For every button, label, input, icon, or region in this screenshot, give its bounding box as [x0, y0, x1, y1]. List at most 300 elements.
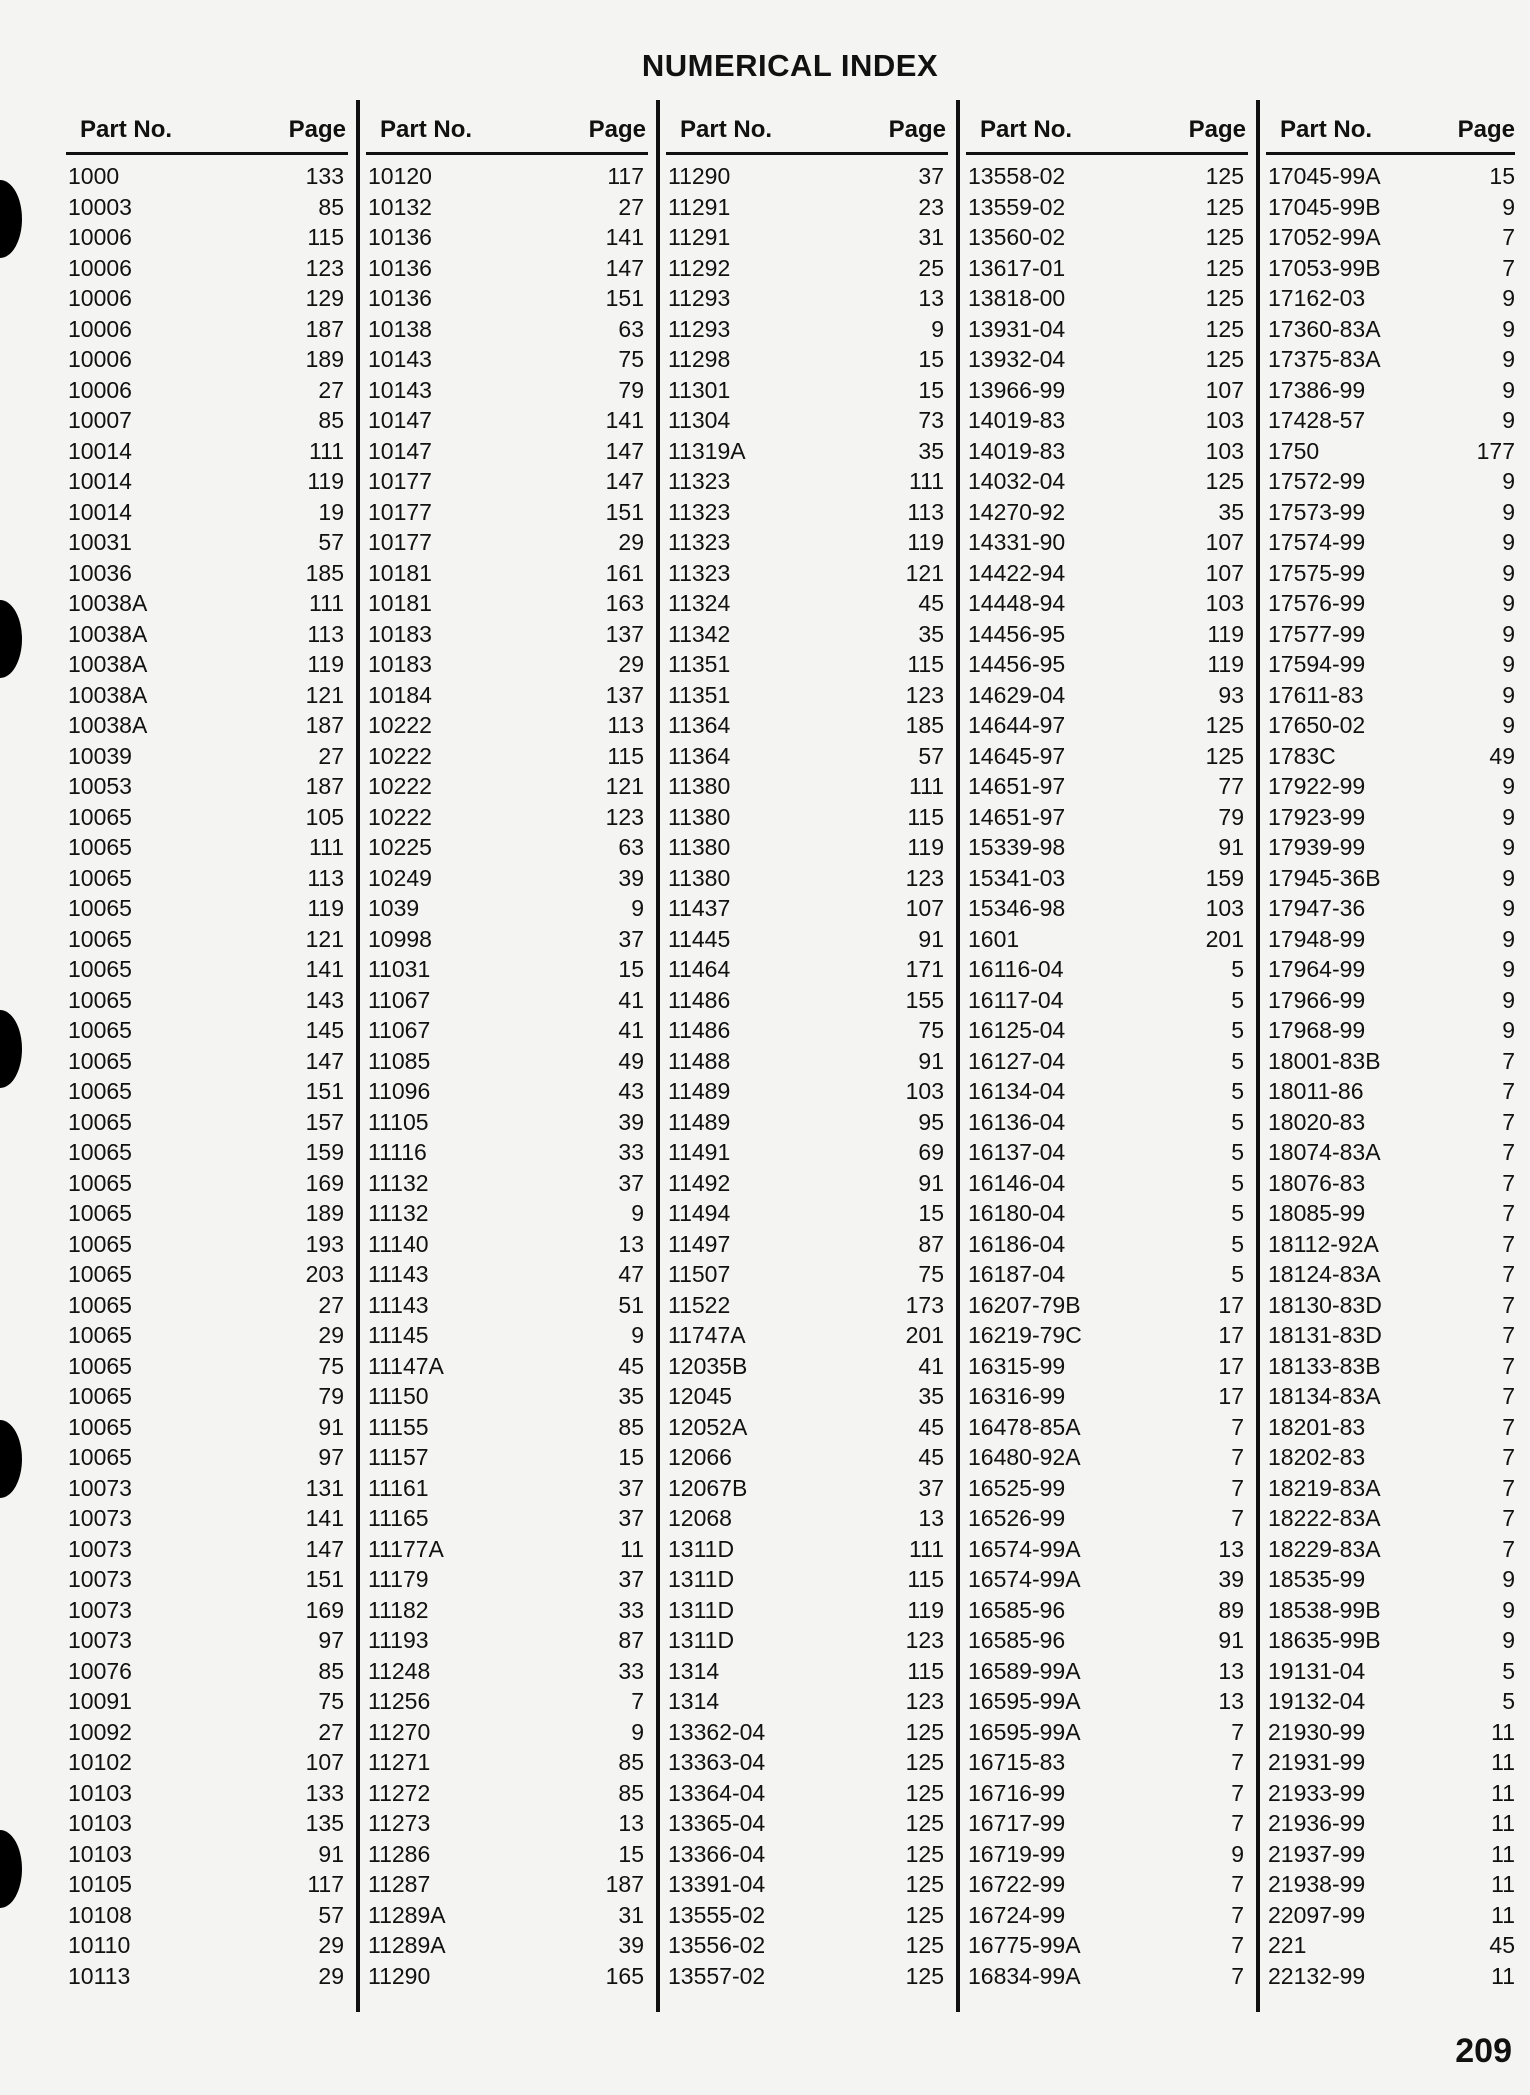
- part-number: 12067B: [668, 1474, 748, 1501]
- page-ref: 189: [305, 346, 344, 372]
- part-number: 11132: [368, 1200, 429, 1226]
- index-row: [666, 1473, 948, 1504]
- page-ref: 29: [618, 529, 644, 555]
- part-number: 11301: [668, 376, 731, 403]
- part-number: 10222: [368, 742, 432, 769]
- page-ref: 9: [1502, 376, 1515, 403]
- index-row: [666, 1076, 948, 1107]
- part-number: 18134-83A: [1268, 1383, 1381, 1409]
- index-row: [966, 497, 1248, 528]
- index-row: [366, 497, 648, 528]
- page-ref: 201: [905, 1322, 944, 1348]
- part-number: 14448-94: [968, 590, 1066, 616]
- page-ref: 111: [909, 468, 944, 494]
- page-ref: 7: [1502, 1139, 1515, 1165]
- page-ref: 75: [318, 1688, 344, 1714]
- part-number: 11351: [668, 681, 731, 708]
- page-ref: 85: [618, 1779, 644, 1806]
- page-ref: 29: [318, 1322, 344, 1348]
- index-row: [666, 1839, 948, 1870]
- page-ref: 159: [1205, 864, 1244, 891]
- index-row: [66, 1015, 348, 1046]
- index-row: [966, 1229, 1248, 1260]
- part-number: 10065: [68, 1444, 132, 1470]
- index-row: [366, 1198, 648, 1229]
- page-ref: 123: [305, 254, 344, 281]
- page-ref: 37: [618, 925, 644, 952]
- index-row: [1266, 1747, 1515, 1778]
- part-number: 13555-02: [668, 1901, 766, 1928]
- part-number: 10065: [68, 1383, 132, 1409]
- part-number: 16775-99A: [968, 1932, 1081, 1958]
- part-number: 11351: [668, 651, 731, 677]
- page-ref: 35: [918, 620, 944, 647]
- index-row: [966, 375, 1248, 406]
- binder-hole: [0, 180, 22, 258]
- index-row: [666, 1351, 948, 1382]
- part-number: 16717-99: [968, 1810, 1066, 1836]
- index-row: [366, 466, 648, 497]
- part-number: 17575-99: [1268, 559, 1366, 586]
- part-number: 13560-02: [968, 224, 1066, 250]
- part-number: 11179: [368, 1566, 429, 1592]
- part-number: 19132-04: [1268, 1688, 1366, 1714]
- page-ref: 7: [1502, 254, 1515, 281]
- index-row: [366, 802, 648, 833]
- page-ref: 7: [1231, 1810, 1244, 1836]
- page-ref: 9: [1502, 864, 1515, 891]
- part-number: 11031: [368, 956, 431, 982]
- page-ref: 7: [1231, 1444, 1244, 1470]
- page-ref: 125: [1205, 285, 1244, 311]
- page-ref: 201: [1205, 925, 1244, 952]
- part-number: 18074-83A: [1268, 1139, 1381, 1165]
- index-column-2: [360, 100, 660, 2012]
- index-row: [1266, 680, 1515, 711]
- index-row: [1266, 222, 1515, 253]
- index-row: [1266, 1351, 1515, 1382]
- index-row: [666, 1747, 948, 1778]
- part-number: 10065: [68, 864, 132, 891]
- part-number: 11165: [368, 1505, 429, 1531]
- index-row: [966, 405, 1248, 436]
- index-row: [366, 893, 648, 924]
- index-row: [1266, 1320, 1515, 1351]
- index-row: [966, 1351, 1248, 1382]
- index-row: [366, 1137, 648, 1168]
- part-number: 10039: [68, 742, 132, 769]
- part-number: 10136: [368, 254, 432, 281]
- index-column-3: [660, 100, 960, 2012]
- page-ref: 7: [1502, 1413, 1515, 1440]
- page-ref: 151: [605, 498, 644, 525]
- part-number: 13818-00: [968, 285, 1066, 311]
- page-ref: 7: [1502, 1383, 1515, 1409]
- index-row: [666, 253, 948, 284]
- part-number: 17045-99A: [1268, 163, 1381, 189]
- index-row: [1266, 1259, 1515, 1290]
- part-number: 1314: [668, 1688, 720, 1714]
- page-ref: 107: [305, 1749, 344, 1775]
- page-ref: 37: [618, 1566, 644, 1592]
- index-row: [1266, 1595, 1515, 1626]
- index-row: [666, 680, 948, 711]
- page-ref: 145: [305, 1017, 344, 1043]
- page-ref: 113: [307, 620, 344, 647]
- part-number: 221: [1268, 1932, 1307, 1958]
- part-number: 11256: [368, 1688, 431, 1714]
- part-number: 10222: [368, 803, 432, 830]
- index-row: [366, 741, 648, 772]
- page-ref: 7: [1502, 1474, 1515, 1501]
- binder-hole: [0, 600, 22, 678]
- index-row: [666, 283, 948, 314]
- page-ref: 9: [1502, 620, 1515, 647]
- index-row: [1266, 771, 1515, 802]
- part-number: 11157: [368, 1444, 429, 1470]
- part-number: 13363-04: [668, 1749, 766, 1775]
- part-number: 11143: [368, 1291, 429, 1318]
- index-row: [666, 161, 948, 192]
- part-number: 17945-36B: [1268, 864, 1381, 891]
- index-row: [366, 1229, 648, 1260]
- index-row: [666, 192, 948, 223]
- index-row: [366, 1961, 648, 1992]
- page-ref: 11: [1491, 1749, 1515, 1775]
- part-number: 10038A: [68, 620, 148, 647]
- part-number: 10006: [68, 315, 132, 342]
- part-number: 18124-83A: [1268, 1261, 1381, 1287]
- part-number: 11364: [668, 712, 731, 738]
- index-row: [666, 527, 948, 558]
- part-number: 16574-99A: [968, 1566, 1081, 1592]
- page-ref: 13: [1218, 1657, 1244, 1684]
- page-ref: 9: [1502, 285, 1515, 311]
- part-number: 13559-02: [968, 193, 1066, 220]
- part-number: 11177A: [368, 1535, 444, 1562]
- page-ref: 57: [318, 1901, 344, 1928]
- part-number: 11289A: [368, 1901, 446, 1928]
- part-number: 18112-92A: [1268, 1230, 1379, 1257]
- part-number: 10006: [68, 376, 132, 403]
- part-number: 16719-99: [968, 1840, 1066, 1867]
- page-title: NUMERICAL INDEX: [641, 48, 939, 83]
- part-number: 10177: [368, 529, 432, 555]
- page-ref: 17: [1218, 1291, 1244, 1318]
- page-ref: 11: [1491, 1718, 1515, 1745]
- index-row: [66, 1564, 348, 1595]
- index-row: [66, 924, 348, 955]
- index-row: [1266, 375, 1515, 406]
- index-row: [666, 741, 948, 772]
- page-ref: 15: [618, 1444, 644, 1470]
- index-row: [66, 1503, 348, 1534]
- index-row: [366, 1900, 648, 1931]
- index-row: [66, 161, 348, 192]
- page-ref: 51: [618, 1291, 644, 1318]
- index-row: [966, 1534, 1248, 1565]
- index-row: [1266, 1808, 1515, 1839]
- part-number: 16595-99A: [968, 1718, 1081, 1745]
- page-ref: 75: [918, 1017, 944, 1043]
- part-number: 11290: [368, 1962, 431, 1989]
- part-number: 16180-04: [968, 1200, 1066, 1226]
- part-number: 10006: [68, 224, 132, 250]
- part-number: 16316-99: [968, 1383, 1066, 1409]
- page-ref: 133: [305, 1779, 344, 1806]
- part-number: 14645-97: [968, 742, 1066, 769]
- part-number: 11140: [368, 1230, 429, 1257]
- part-number: 18130-83D: [1268, 1291, 1382, 1318]
- part-number: 18538-99B: [1268, 1596, 1381, 1623]
- page-ref: 125: [1205, 224, 1244, 250]
- index-row: [66, 1717, 348, 1748]
- part-number: 11105: [368, 1108, 429, 1135]
- page-ref: 57: [318, 529, 344, 555]
- part-number: 13931-04: [968, 315, 1066, 342]
- page-ref: 141: [305, 1505, 344, 1531]
- page-ref: 15: [618, 956, 644, 982]
- page-ref: 143: [305, 986, 344, 1013]
- index-row: [666, 619, 948, 650]
- index-columns: [60, 100, 1515, 2012]
- page-ref: 29: [318, 1932, 344, 1958]
- page-ref: 47: [618, 1261, 644, 1287]
- part-number: 17573-99: [1268, 498, 1366, 525]
- part-number: 14270-92: [968, 498, 1066, 525]
- page-ref: 7: [1502, 1352, 1515, 1379]
- page-ref: 15: [918, 346, 944, 372]
- page-ref: 147: [305, 1535, 344, 1562]
- index-row: [366, 1442, 648, 1473]
- part-number: 10073: [68, 1505, 132, 1531]
- page-ref: 7: [1231, 1474, 1244, 1501]
- index-row: [1266, 405, 1515, 436]
- page-ref: 187: [305, 773, 344, 799]
- index-rows: [666, 152, 948, 1991]
- page-ref: 17: [1218, 1352, 1244, 1379]
- part-number: 10183: [368, 651, 432, 677]
- part-number: 10132: [368, 193, 432, 220]
- page-ref: 121: [605, 773, 644, 799]
- index-row: [66, 1686, 348, 1717]
- page-ref: 125: [1205, 193, 1244, 220]
- page-ref: 9: [1502, 712, 1515, 738]
- header-part-no: Part No.: [1280, 116, 1373, 143]
- part-number: 16116-04: [968, 956, 1064, 982]
- page-ref: 27: [318, 742, 344, 769]
- part-number: 17428-57: [1268, 407, 1366, 433]
- page-ref: 151: [605, 285, 644, 311]
- page-ref: 115: [307, 224, 344, 250]
- part-number: 17162-03: [1268, 285, 1366, 311]
- index-row: [66, 192, 348, 223]
- page-ref: 5: [1231, 1047, 1244, 1074]
- index-row: [666, 1198, 948, 1229]
- index-row: [366, 1839, 648, 1870]
- index-row: [66, 954, 348, 985]
- page-ref: 79: [318, 1383, 344, 1409]
- index-row: [666, 649, 948, 680]
- part-number: 18020-83: [1268, 1108, 1366, 1135]
- index-row: [1266, 1168, 1515, 1199]
- index-row: [1266, 1198, 1515, 1229]
- page-ref: 17: [1218, 1322, 1244, 1348]
- part-number: 1311D: [668, 1627, 735, 1653]
- page-ref: 91: [918, 925, 944, 952]
- page-ref: 31: [618, 1901, 644, 1928]
- part-number: 11323: [668, 468, 731, 494]
- index-row: [366, 619, 648, 650]
- page-ref: 9: [1502, 651, 1515, 677]
- index-row: [966, 893, 1248, 924]
- page-ref: 119: [1207, 651, 1244, 677]
- header-part-no: Part No.: [80, 116, 173, 143]
- part-number: 10065: [68, 1017, 132, 1043]
- page-ref: 37: [918, 1474, 944, 1501]
- page-ref: 9: [631, 1322, 644, 1348]
- index-row: [1266, 924, 1515, 955]
- part-number: 11364: [668, 742, 731, 769]
- part-number: 21937-99: [1268, 1840, 1366, 1867]
- page-ref: 9: [1502, 1596, 1515, 1623]
- page-ref: 123: [905, 681, 944, 708]
- part-number: 11488: [668, 1047, 731, 1074]
- part-number: 1314: [668, 1657, 720, 1684]
- page-ref: 125: [905, 1840, 944, 1867]
- page-ref: 203: [305, 1261, 344, 1287]
- part-number: 10003: [68, 193, 132, 220]
- page-ref: 13: [918, 1505, 944, 1531]
- index-row: [1266, 1930, 1515, 1961]
- part-number: 10105: [68, 1871, 132, 1897]
- part-number: 10038A: [68, 651, 148, 677]
- index-row: [966, 954, 1248, 985]
- index-row: [666, 1381, 948, 1412]
- page-ref: 49: [618, 1047, 644, 1074]
- part-number: 10038A: [68, 712, 148, 738]
- page-ref: 29: [318, 1962, 344, 1989]
- page-ref: 7: [631, 1688, 644, 1714]
- index-row: [366, 1808, 648, 1839]
- page-ref: 5: [1231, 1230, 1244, 1257]
- part-number: 17650-02: [1268, 712, 1366, 738]
- page-ref: 11: [1491, 1779, 1515, 1806]
- part-number: 10014: [68, 498, 132, 525]
- page-ref: 133: [305, 163, 344, 189]
- index-row: [66, 649, 348, 680]
- page-ref: 187: [605, 1871, 644, 1897]
- part-number: 11323: [668, 559, 731, 586]
- part-number: 17053-99B: [1268, 254, 1381, 281]
- index-row: [966, 436, 1248, 467]
- page-ref: 97: [318, 1444, 344, 1470]
- page-ref: 39: [618, 864, 644, 891]
- index-rows: [66, 152, 348, 1991]
- part-number: 12045: [668, 1383, 732, 1409]
- part-number: 13391-04: [668, 1871, 766, 1897]
- part-number: 16207-79B: [968, 1291, 1081, 1318]
- part-number: 11491: [668, 1139, 731, 1165]
- part-number: 11271: [368, 1749, 431, 1775]
- part-number: 11507: [668, 1261, 731, 1287]
- page-ref: 135: [305, 1810, 344, 1836]
- page-ref: 33: [618, 1139, 644, 1165]
- index-row: [966, 1320, 1248, 1351]
- page-ref: 97: [318, 1627, 344, 1653]
- page-ref: 123: [905, 1688, 944, 1714]
- part-number: 10073: [68, 1627, 132, 1653]
- index-row: [966, 1259, 1248, 1290]
- part-number: 11143: [368, 1261, 429, 1287]
- index-row: [666, 1900, 948, 1931]
- part-number: 16585-96: [968, 1627, 1066, 1653]
- part-number: 15346-98: [968, 895, 1066, 921]
- page-ref: 7: [1502, 1505, 1515, 1531]
- page-ref: 125: [905, 1779, 944, 1806]
- page-ref: 79: [618, 376, 644, 403]
- part-number: 10065: [68, 1230, 132, 1257]
- part-number: 18076-83: [1268, 1169, 1366, 1196]
- index-row: [966, 1961, 1248, 1992]
- part-number: 17052-99A: [1268, 224, 1381, 250]
- index-column-1: [60, 100, 360, 2012]
- page-ref: 45: [618, 1352, 644, 1379]
- part-number: 17360-83A: [1268, 315, 1381, 342]
- part-number: 15339-98: [968, 834, 1066, 860]
- part-number: 17574-99: [1268, 529, 1366, 555]
- index-row: [966, 1778, 1248, 1809]
- page-ref: 9: [1502, 498, 1515, 525]
- part-number: 12052A: [668, 1413, 748, 1440]
- page-ref: 91: [318, 1413, 344, 1440]
- part-number: 16127-04: [968, 1047, 1066, 1074]
- page-ref: 37: [618, 1169, 644, 1196]
- binder-hole: [0, 1010, 22, 1088]
- index-row: [666, 1778, 948, 1809]
- index-row: [366, 680, 648, 711]
- page-ref: 151: [305, 1566, 344, 1592]
- part-number: 18635-99B: [1268, 1627, 1381, 1653]
- page-ref: 41: [618, 986, 644, 1013]
- index-row: [1266, 436, 1515, 467]
- part-number: 16716-99: [968, 1779, 1066, 1806]
- index-row: [666, 436, 948, 467]
- page-ref: 27: [618, 193, 644, 220]
- part-number: 17947-36: [1268, 895, 1366, 921]
- page-ref: 185: [905, 712, 944, 738]
- index-row: [966, 588, 1248, 619]
- page-ref: 91: [1218, 834, 1244, 860]
- part-number: 21936-99: [1268, 1810, 1366, 1836]
- part-number: 10076: [68, 1657, 132, 1684]
- part-number: 17375-83A: [1268, 346, 1381, 372]
- part-number: 11319A: [668, 437, 746, 464]
- index-row: [666, 1961, 948, 1992]
- part-number: 18085-99: [1268, 1200, 1366, 1226]
- index-row: [66, 466, 348, 497]
- index-row: [366, 1473, 648, 1504]
- page-ref: 7: [1231, 1749, 1244, 1775]
- page-ref: 7: [1502, 1047, 1515, 1074]
- part-number: 10110: [68, 1932, 131, 1958]
- part-number: 16834-99A: [968, 1962, 1081, 1989]
- page-ref: 173: [905, 1291, 944, 1318]
- index-row: [966, 771, 1248, 802]
- index-row: [366, 1259, 648, 1290]
- page-ref: 23: [918, 193, 944, 220]
- page-ref: 103: [1205, 895, 1244, 921]
